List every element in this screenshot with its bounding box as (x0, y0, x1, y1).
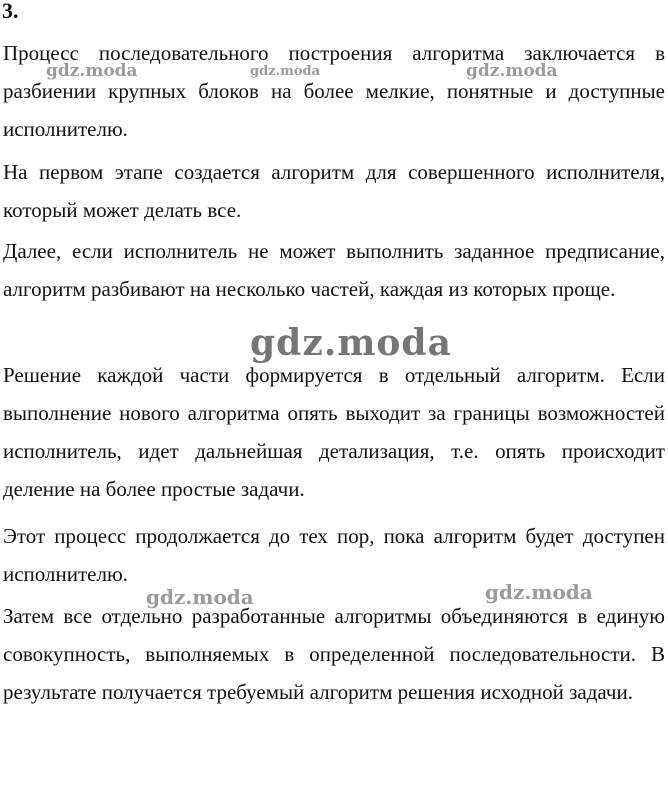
watermark: gdz.moda (250, 322, 452, 364)
paragraph-3: Далее, если исполнитель не может выполнить заданное предписание, алгоритм разбивают на несколько частей, каждая из которых проще. (3, 239, 665, 301)
watermark: gdz.moda (485, 580, 593, 604)
paragraph-4: Решение каждой части формируется в отдельный алгоритм. Если выполнение нового алгоритма опять выходит за границы возможностей исполнитель, идет дальнейшая детализация, т.е. опять происходит деление на более простые задачи. (3, 363, 665, 501)
paragraph-5: Этот процесс продолжается до тех пор, пока алгоритм будет доступен исполнителю. (3, 524, 665, 586)
task-number: 3. (2, 0, 19, 23)
paragraph-1: Процесс последовательного построения алгоритма заключается в разбиении крупных блоков на более мелкие, понятные и доступные исполнителю. (3, 41, 665, 141)
watermark: gdz.moda (46, 61, 138, 81)
watermark: gdz.moda (466, 61, 558, 81)
paragraph-2: На первом этапе создается алгоритм для совершенного исполнителя, который может делать все. (3, 160, 665, 222)
watermark: gdz.moda (146, 585, 254, 609)
paragraph-6: Затем все отдельно разработанные алгоритмы объединяются в единую совокупность, выполняемых в определенной последовательности. В результате получается требуемый алгоритм решения исходной задачи. (3, 604, 665, 704)
watermark: gdz.moda (250, 64, 321, 79)
